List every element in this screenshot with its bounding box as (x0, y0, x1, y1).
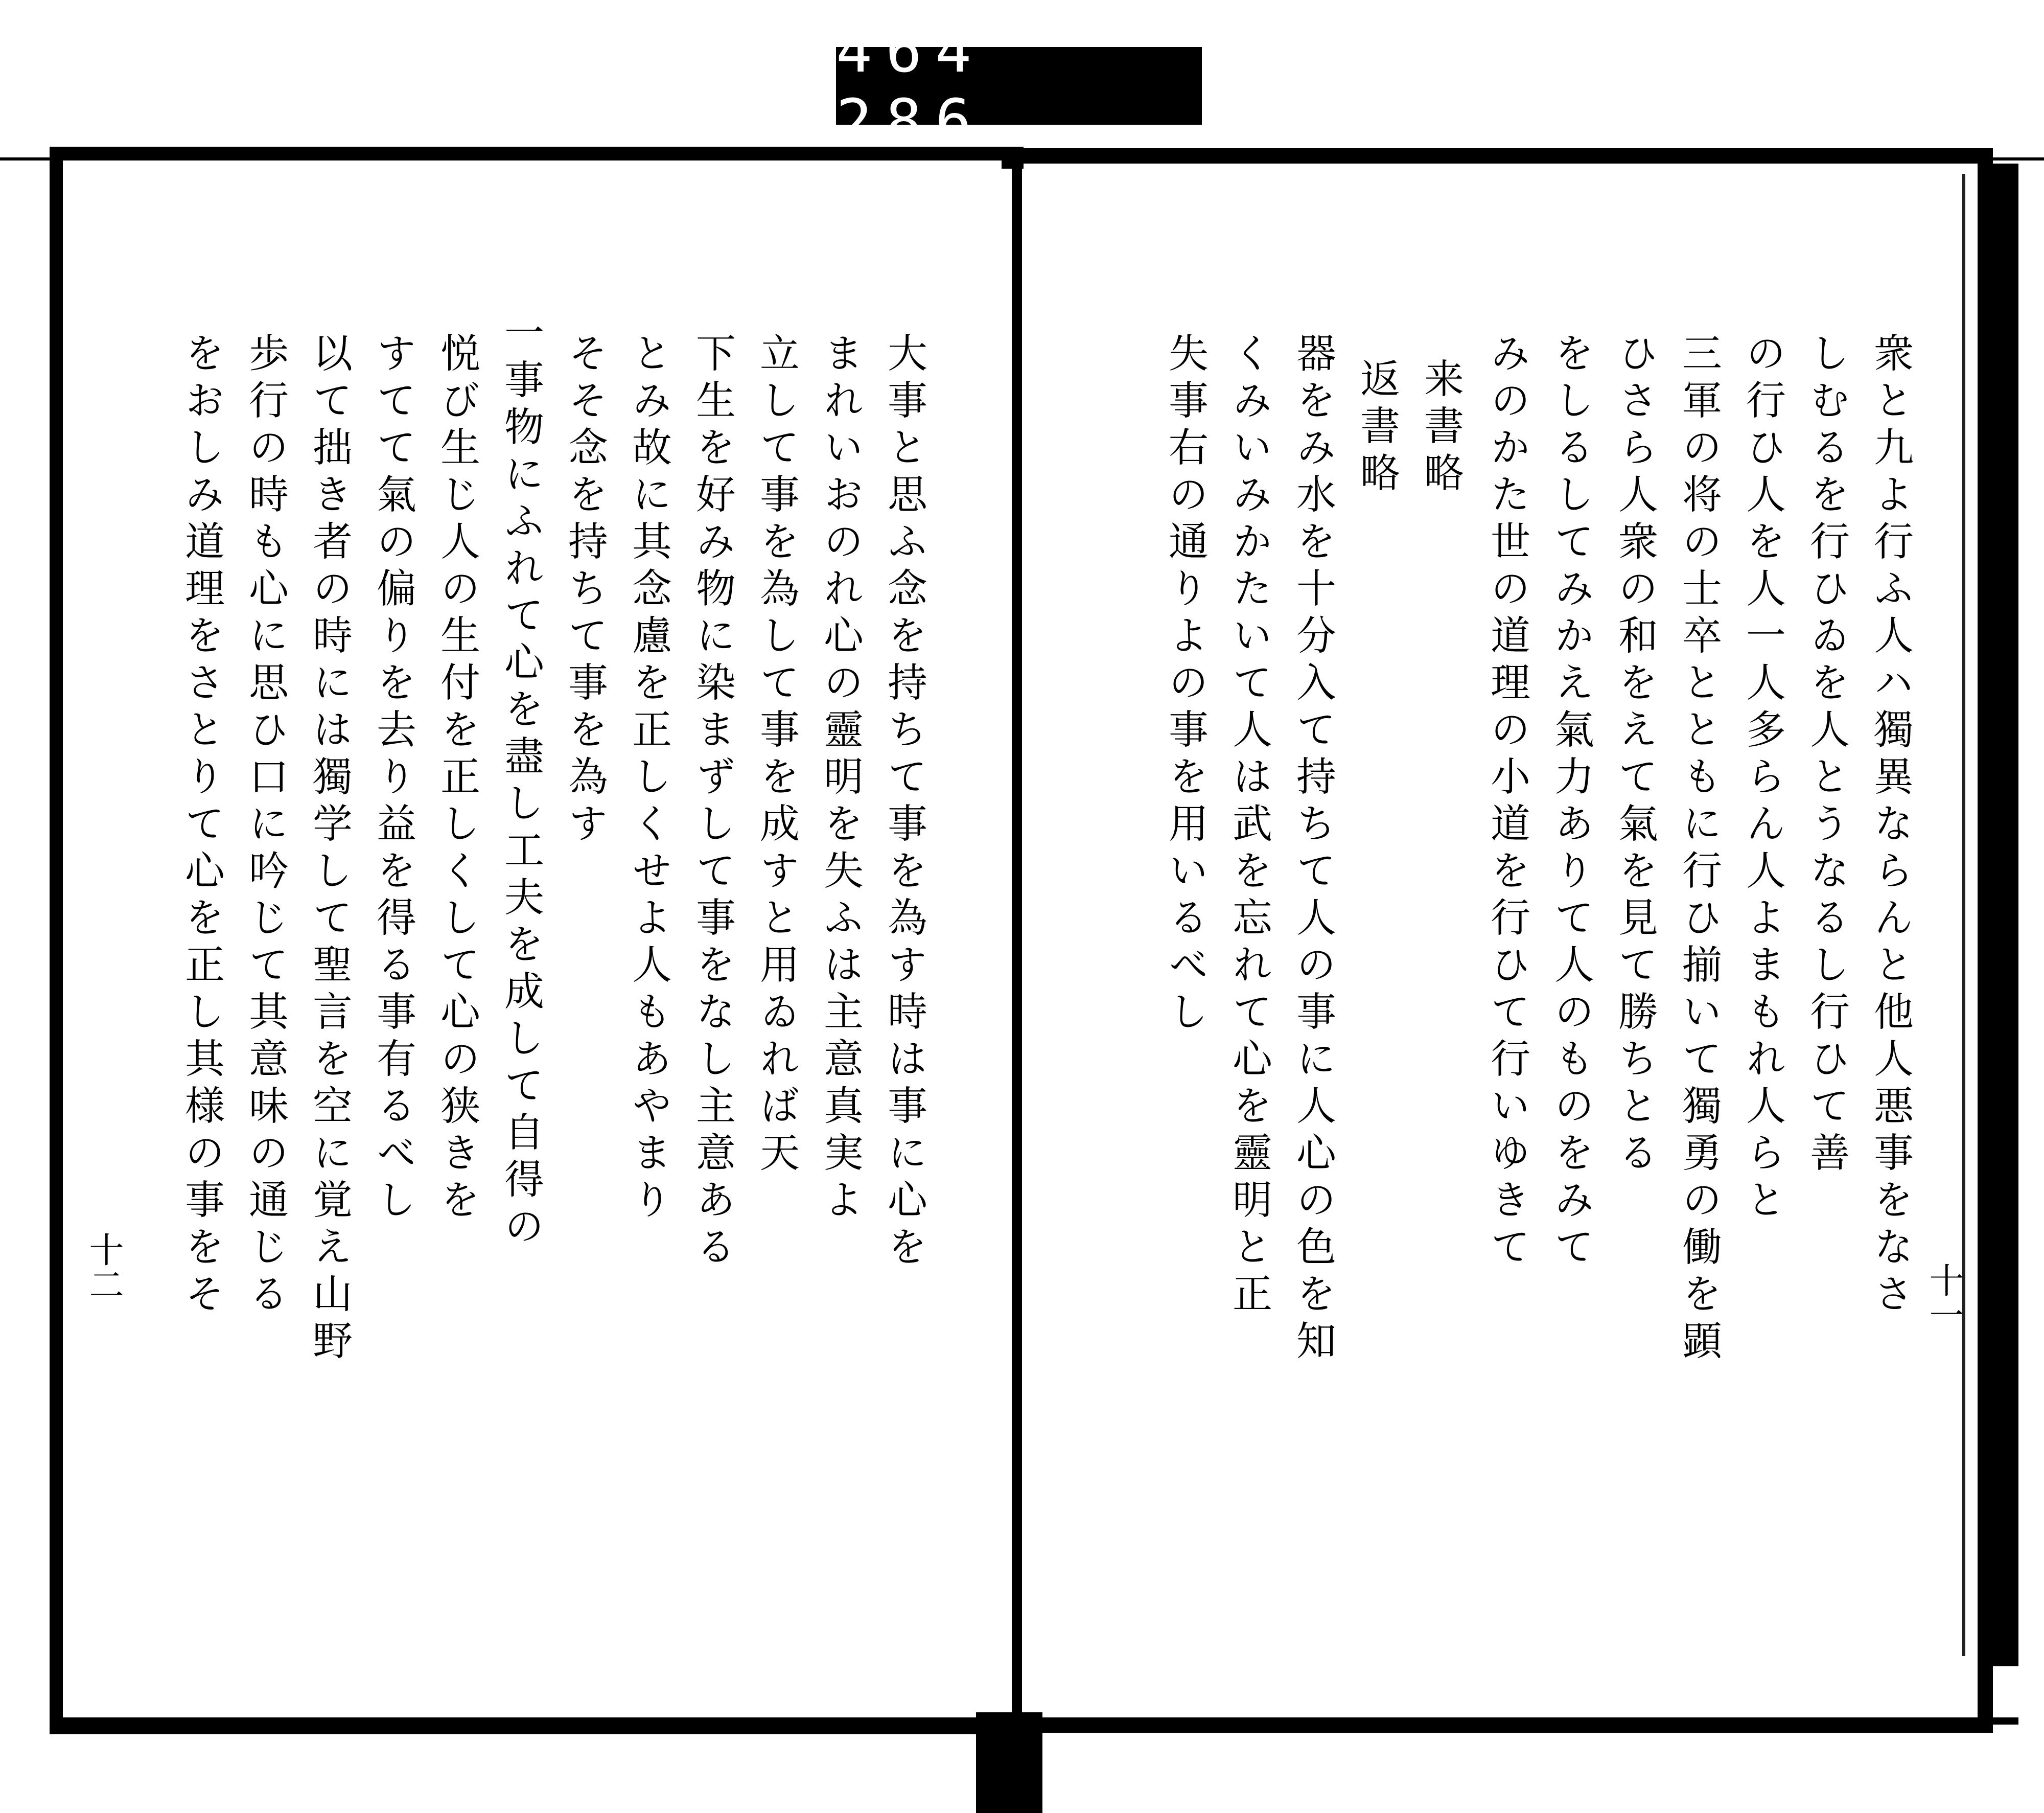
left-column-8: 悦び生じ人の生付を正しくして心の狭きを (434, 332, 480, 1226)
right-column-10: 器をみ水を十分入て持ちて人の事に人心の色を知 (1290, 332, 1336, 1367)
right-folio: 十一 (1923, 1263, 1964, 1332)
left-page (77, 169, 1012, 1712)
right-column-4: 三軍の将の士卒とともに行ひ揃いて獨勇の働を顕 (1676, 332, 1722, 1367)
catalog-label: 464 286. (836, 47, 1202, 125)
left-column-6: そそ念を持ちて事を為す (562, 332, 608, 850)
left-column-10: 以て拙き者の時には獨学して聖言を空に覚え山野 (306, 332, 352, 1367)
right-column-6: をしるしてみかえ氣力ありて人のものをみて (1548, 332, 1594, 1273)
right-column-2: しむるを行ひゐを人とうなるし行ひて善 (1803, 332, 1849, 1179)
right-column-11: くみいみかたいて人は武を忘れて心を靈明と正 (1226, 332, 1272, 1320)
right-column-8-heading: 来書略 (1418, 358, 1464, 499)
left-column-1: 大事と思ふ念を持ちて事を為す時は事に心を (881, 332, 927, 1273)
right-column-7: みのかた世の道理の小道を行ひて行いゆきて (1484, 332, 1530, 1273)
left-column-7: 一事物にふれて心を盡し工夫を成して自得の (498, 312, 544, 1252)
right-page (1022, 169, 1964, 1712)
left-column-3: 立して事を為して事を成すと用ゐれば天 (753, 332, 799, 1179)
left-column-5: とみ故に其念慮を正しくせよ人もあやまり (625, 332, 671, 1226)
bottom-edge (56, 1717, 2018, 1725)
right-column-1: 衆と九よ行ふ人ハ獨異ならんと他人悪事をなさ (1867, 332, 1913, 1320)
right-column-5: ひさら人衆の和をえて氣を見て勝ちとる (1612, 332, 1658, 1179)
right-column-9-heading: 返書略 (1354, 358, 1400, 499)
left-folio: 十二 (83, 1232, 124, 1301)
right-column-12: 失事右の通りよの事を用いるべし (1162, 332, 1208, 1038)
right-inner-margin (1962, 174, 1965, 1656)
left-column-11: 歩行の時も心に思ひ口に吟じて其意味の通じる (242, 332, 288, 1320)
left-column-2: まれいおのれ心の靈明を失ふは主意真実よ (817, 332, 863, 1226)
left-column-12: をおしみ道理をさとりて心を正し其様の事をそ (178, 332, 224, 1320)
left-column-9: すてて氣の偏りを去り益を得る事有るべし (370, 332, 416, 1226)
left-column-4: 下生を好み物に染まずして事をなし主意ある (689, 332, 735, 1273)
right-cover-edge (1978, 164, 2018, 1666)
right-column-3: の行ひ人を人一人多らん人よまもれ人らと (1739, 332, 1785, 1226)
